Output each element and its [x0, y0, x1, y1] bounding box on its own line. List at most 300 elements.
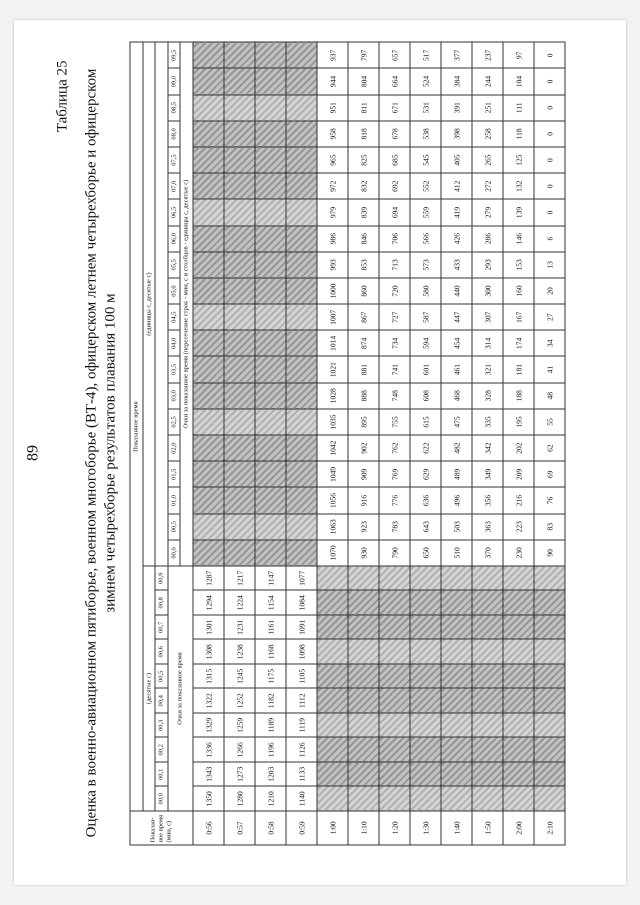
row-label: 0:57: [224, 811, 255, 845]
row-label: 1:40: [441, 811, 472, 845]
table-cell: 776: [379, 487, 410, 513]
shaded-cell: [379, 688, 410, 713]
shaded-cell: [410, 615, 441, 640]
row-label: 1:10: [348, 811, 379, 845]
shaded-cell: [534, 590, 565, 615]
table-cell: 293: [472, 251, 503, 277]
table-cell: 426: [441, 225, 472, 251]
shaded-cell: [472, 615, 503, 640]
shaded-cell: [472, 713, 503, 738]
table-cell: 587: [410, 304, 441, 330]
shaded-cell: [441, 639, 472, 664]
shaded-cell: [441, 664, 472, 689]
table-cell: 629: [410, 461, 441, 487]
table-cell: 195: [503, 408, 534, 434]
shaded-cell: [410, 688, 441, 713]
table-cell: 230: [503, 539, 534, 565]
table-cell: 391: [441, 94, 472, 120]
table-cell: 888: [348, 382, 379, 408]
table-cell: 433: [441, 251, 472, 277]
shaded-cell: [286, 356, 317, 382]
shaded-cell: [534, 786, 565, 811]
table-row: [441, 42, 472, 845]
table-cell: 202: [503, 435, 534, 461]
shaded-cell: [503, 639, 534, 664]
shaded-cell: [255, 251, 286, 277]
shaded-cell: [410, 762, 441, 787]
table-cell: 62: [534, 435, 565, 461]
column-header-right: 06,0: [168, 225, 180, 251]
table-cell: 1014: [317, 330, 348, 356]
table-cell: 1056: [317, 487, 348, 513]
shaded-cell: [379, 762, 410, 787]
shaded-cell: [379, 664, 410, 689]
shaded-cell: [317, 737, 348, 762]
table-cell: 664: [379, 68, 410, 94]
table-cell: 1147: [255, 566, 286, 591]
corner-header: Показан-ное время (мин, с): [130, 811, 193, 845]
table-cell: 825: [348, 147, 379, 173]
shaded-cell: [286, 330, 317, 356]
table-cell: 1203: [255, 762, 286, 787]
table-cell: 412: [441, 173, 472, 199]
table-cell: 146: [503, 225, 534, 251]
shaded-cell: [534, 713, 565, 738]
table-cell: 720: [379, 277, 410, 303]
table-cell: 1140: [286, 786, 317, 811]
table-cell: 342: [472, 435, 503, 461]
shaded-cell: [379, 737, 410, 762]
table-cell: 1196: [255, 737, 286, 762]
shaded-cell: [286, 304, 317, 330]
table-cell: 216: [503, 487, 534, 513]
table-cell: 958: [317, 120, 348, 146]
table-cell: 1329: [193, 713, 224, 738]
shaded-cell: [317, 615, 348, 640]
table-cell: 419: [441, 199, 472, 225]
table-cell: 440: [441, 277, 472, 303]
shaded-cell: [472, 688, 503, 713]
column-header-right: 00,0: [168, 539, 180, 565]
shaded-cell: [472, 590, 503, 615]
table-cell: 314: [472, 330, 503, 356]
column-header-right: 08,0: [168, 120, 180, 146]
table-cell: 27: [534, 304, 565, 330]
shaded-cell: [503, 566, 534, 591]
table-cell: 573: [410, 251, 441, 277]
table-cell: 1231: [224, 615, 255, 640]
column-header-right: 02,0: [168, 435, 180, 461]
table-cell: 1315: [193, 664, 224, 689]
shaded-cell: [472, 664, 503, 689]
shaded-cell: [348, 639, 379, 664]
table-cell: 685: [379, 147, 410, 173]
shaded-cell: [255, 408, 286, 434]
shaded-cell: [472, 566, 503, 591]
table-cell: 111: [503, 94, 534, 120]
subheader-units-tenths: (единицы с, десятые с): [143, 42, 155, 566]
table-cell: 76: [534, 487, 565, 513]
table-cell: 1000: [317, 277, 348, 303]
table-cell: 811: [348, 94, 379, 120]
shaded-cell: [441, 762, 472, 787]
table-cell: 335: [472, 408, 503, 434]
column-header-right: 02,5: [168, 408, 180, 434]
shaded-cell: [286, 173, 317, 199]
table-cell: 797: [348, 42, 379, 68]
table-cell: 1161: [255, 615, 286, 640]
table-cell: 559: [410, 199, 441, 225]
shaded-cell: [348, 590, 379, 615]
column-header-left: 00,4: [155, 688, 168, 713]
shaded-cell: [441, 786, 472, 811]
table-cell: 1021: [317, 356, 348, 382]
table-cell: 545: [410, 147, 441, 173]
table-cell: 853: [348, 251, 379, 277]
table-cell: 489: [441, 461, 472, 487]
table-cell: 1112: [286, 688, 317, 713]
title-line-2: зимнем четырехборье результатов плавания 100 м: [102, 292, 118, 613]
table-cell: 965: [317, 147, 348, 173]
shaded-cell: [224, 487, 255, 513]
column-header-right: 00,5: [168, 513, 180, 539]
shaded-cell: [286, 94, 317, 120]
shaded-cell: [379, 639, 410, 664]
table-cell: 6: [534, 225, 565, 251]
shaded-cell: [503, 786, 534, 811]
table-cell: 1084: [286, 590, 317, 615]
table-cell: 279: [472, 199, 503, 225]
shaded-cell: [193, 461, 224, 487]
table-cell: 328: [472, 382, 503, 408]
table-cell: 1098: [286, 639, 317, 664]
table-cell: 104: [503, 68, 534, 94]
shaded-cell: [348, 786, 379, 811]
shaded-cell: [193, 487, 224, 513]
table-cell: 160: [503, 277, 534, 303]
table-cell: 622: [410, 435, 441, 461]
shaded-cell: [193, 304, 224, 330]
table-cell: 1266: [224, 737, 255, 762]
table-cell: 181: [503, 356, 534, 382]
table-cell: 244: [472, 68, 503, 94]
table-cell: 503: [441, 513, 472, 539]
shaded-cell: [286, 251, 317, 277]
shaded-cell: [255, 539, 286, 565]
shaded-cell: [441, 615, 472, 640]
shaded-cell: [193, 199, 224, 225]
column-header-right: 03,5: [168, 356, 180, 382]
shaded-cell: [193, 356, 224, 382]
shaded-cell: [193, 539, 224, 565]
table-cell: 1336: [193, 737, 224, 762]
table-cell: 272: [472, 173, 503, 199]
shaded-cell: [224, 225, 255, 251]
shaded-cell: [503, 615, 534, 640]
table-cell: 286: [472, 225, 503, 251]
row-label: 0:59: [286, 811, 317, 845]
table-cell: 1294: [193, 590, 224, 615]
table-cell: 538: [410, 120, 441, 146]
shaded-cell: [224, 251, 255, 277]
column-header-right: 04,5: [168, 304, 180, 330]
shaded-cell: [286, 513, 317, 539]
table-cell: 447: [441, 304, 472, 330]
table-cell: 34: [534, 330, 565, 356]
shaded-cell: [255, 199, 286, 225]
table-cell: 167: [503, 304, 534, 330]
table-row: [317, 42, 348, 845]
row-label: 0:56: [193, 811, 224, 845]
shaded-cell: [224, 199, 255, 225]
shaded-cell: [193, 382, 224, 408]
shaded-cell: [193, 408, 224, 434]
table-cell: 846: [348, 225, 379, 251]
table-cell: 741: [379, 356, 410, 382]
column-header-right: 09,5: [168, 42, 180, 68]
shaded-cell: [472, 762, 503, 787]
table-cell: 601: [410, 356, 441, 382]
shaded-cell: [317, 639, 348, 664]
shaded-cell: [379, 590, 410, 615]
table-cell: 1007: [317, 304, 348, 330]
points-table: [129, 41, 565, 845]
shaded-cell: [286, 120, 317, 146]
table-cell: 1301: [193, 615, 224, 640]
table-cell: 405: [441, 147, 472, 173]
table-cell: 1238: [224, 639, 255, 664]
shaded-cell: [410, 664, 441, 689]
table-cell: 902: [348, 435, 379, 461]
row-label: 0:58: [255, 811, 286, 845]
shaded-cell: [472, 737, 503, 762]
shaded-cell: [348, 737, 379, 762]
table-cell: 1119: [286, 713, 317, 738]
table-cell: 937: [317, 42, 348, 68]
shaded-cell: [255, 461, 286, 487]
table-row: [193, 42, 224, 845]
shaded-cell: [255, 330, 286, 356]
shaded-cell: [317, 566, 348, 591]
row-label: 2:00: [503, 811, 534, 845]
shaded-cell: [348, 688, 379, 713]
table-cell: 356: [472, 487, 503, 513]
table-cell: 1175: [255, 664, 286, 689]
table-cell: 874: [348, 330, 379, 356]
shaded-cell: [348, 762, 379, 787]
table-cell: 188: [503, 382, 534, 408]
table-cell: 1070: [317, 539, 348, 565]
table-cell: 1091: [286, 615, 317, 640]
column-header-left: 00,3: [155, 713, 168, 738]
table-cell: 881: [348, 356, 379, 382]
shaded-cell: [255, 173, 286, 199]
shaded-cell: [224, 435, 255, 461]
column-header-right: 07,5: [168, 147, 180, 173]
shaded-cell: [503, 688, 534, 713]
shaded-cell: [224, 539, 255, 565]
table-cell: 1245: [224, 664, 255, 689]
shaded-cell: [193, 277, 224, 303]
shaded-cell: [255, 356, 286, 382]
column-header-left: 00,6: [155, 639, 168, 664]
table-cell: 251: [472, 94, 503, 120]
table-cell: 97: [503, 42, 534, 68]
shaded-cell: [224, 277, 255, 303]
shaded-cell: [379, 713, 410, 738]
shaded-cell: [224, 147, 255, 173]
table-cell: 951: [317, 94, 348, 120]
shaded-cell: [410, 737, 441, 762]
column-header-right: 01,5: [168, 461, 180, 487]
column-header-left: 00,1: [155, 762, 168, 787]
shaded-cell: [534, 688, 565, 713]
shaded-cell: [317, 664, 348, 689]
table-cell: 300: [472, 277, 503, 303]
table-cell: 566: [410, 225, 441, 251]
shaded-cell: [379, 615, 410, 640]
table-cell: 755: [379, 408, 410, 434]
row-label: 1:00: [317, 811, 348, 845]
shaded-cell: [286, 68, 317, 94]
table-cell: 1308: [193, 639, 224, 664]
column-header-left: 00,5: [155, 664, 168, 689]
table-row: [410, 42, 441, 845]
table-cell: 580: [410, 277, 441, 303]
table-cell: 0: [534, 42, 565, 68]
shaded-cell: [410, 566, 441, 591]
table-cell: 517: [410, 42, 441, 68]
table-cell: 860: [348, 277, 379, 303]
table-cell: 461: [441, 356, 472, 382]
table-row: [472, 42, 503, 845]
table-cell: 1105: [286, 664, 317, 689]
table-cell: 265: [472, 147, 503, 173]
column-header-right: 03,0: [168, 382, 180, 408]
shaded-cell: [286, 382, 317, 408]
shaded-cell: [224, 330, 255, 356]
table-cell: 783: [379, 513, 410, 539]
shaded-cell: [348, 566, 379, 591]
shaded-cell: [441, 713, 472, 738]
shaded-cell: [255, 487, 286, 513]
shaded-cell: [286, 225, 317, 251]
table-cell: 496: [441, 487, 472, 513]
table-cell: 531: [410, 94, 441, 120]
table-cell: 608: [410, 382, 441, 408]
table-cell: 1126: [286, 737, 317, 762]
note-right: Очки за показанное время (пересечение строк - мин, с и столбцов - единицы с, десятые с): [180, 42, 193, 566]
document-page: [14, 20, 626, 885]
table-cell: 1210: [255, 786, 286, 811]
table-cell: 237: [472, 42, 503, 68]
shaded-cell: [410, 590, 441, 615]
shaded-cell: [193, 251, 224, 277]
shaded-cell: [379, 786, 410, 811]
shaded-cell: [224, 382, 255, 408]
table-cell: 895: [348, 408, 379, 434]
table-cell: 0: [534, 147, 565, 173]
column-header-right: 08,5: [168, 94, 180, 120]
shaded-cell: [286, 487, 317, 513]
table-cell: 636: [410, 487, 441, 513]
row-label: 1:20: [379, 811, 410, 845]
document-title: [82, 20, 120, 885]
shaded-cell: [255, 42, 286, 68]
table-cell: 972: [317, 173, 348, 199]
shaded-cell: [224, 120, 255, 146]
shaded-cell: [286, 147, 317, 173]
table-cell: 454: [441, 330, 472, 356]
row-label: 1:30: [410, 811, 441, 845]
shaded-cell: [193, 225, 224, 251]
table-cell: 1063: [317, 513, 348, 539]
table-cell: 307: [472, 304, 503, 330]
table-cell: 694: [379, 199, 410, 225]
table-cell: 944: [317, 68, 348, 94]
shaded-cell: [348, 713, 379, 738]
title-line-1: Оценка в военно-авиационном пятиборье, военном многоборье (ВТ-4), офицерском летнем четырехборье и офицерском: [83, 68, 99, 837]
shaded-cell: [441, 590, 472, 615]
table-cell: 153: [503, 251, 534, 277]
shaded-cell: [503, 762, 534, 787]
shaded-cell: [286, 277, 317, 303]
table-cell: 1322: [193, 688, 224, 713]
shaded-cell: [255, 382, 286, 408]
shaded-cell: [255, 435, 286, 461]
shaded-cell: [255, 94, 286, 120]
table-cell: 0: [534, 68, 565, 94]
shaded-cell: [441, 737, 472, 762]
table-row: [503, 42, 534, 845]
table-cell: 818: [348, 120, 379, 146]
table-cell: 1154: [255, 590, 286, 615]
table-cell: 1049: [317, 461, 348, 487]
table-cell: 671: [379, 94, 410, 120]
shaded-cell: [503, 664, 534, 689]
table-cell: 594: [410, 330, 441, 356]
table-cell: 363: [472, 513, 503, 539]
table-cell: 174: [503, 330, 534, 356]
table-cell: 398: [441, 120, 472, 146]
table-cell: 321: [472, 356, 503, 382]
shaded-cell: [441, 566, 472, 591]
table-cell: 209: [503, 461, 534, 487]
shaded-cell: [410, 713, 441, 738]
table-cell: 1252: [224, 688, 255, 713]
shaded-cell: [224, 94, 255, 120]
shaded-cell: [193, 120, 224, 146]
table-cell: 706: [379, 225, 410, 251]
column-header-right: 07,0: [168, 173, 180, 199]
table-cell: 384: [441, 68, 472, 94]
column-header-right: 05,5: [168, 251, 180, 277]
shaded-cell: [224, 356, 255, 382]
table-cell: 790: [379, 539, 410, 565]
table-cell: 510: [441, 539, 472, 565]
column-header-left: 00,2: [155, 737, 168, 762]
table-cell: 370: [472, 539, 503, 565]
shaded-cell: [255, 68, 286, 94]
shaded-cell: [286, 408, 317, 434]
shaded-cell: [534, 615, 565, 640]
shaded-cell: [193, 330, 224, 356]
table-row: [534, 42, 565, 845]
table-cell: 727: [379, 304, 410, 330]
table-cell: 748: [379, 382, 410, 408]
table-cell: 1042: [317, 435, 348, 461]
table-row: [379, 42, 410, 845]
